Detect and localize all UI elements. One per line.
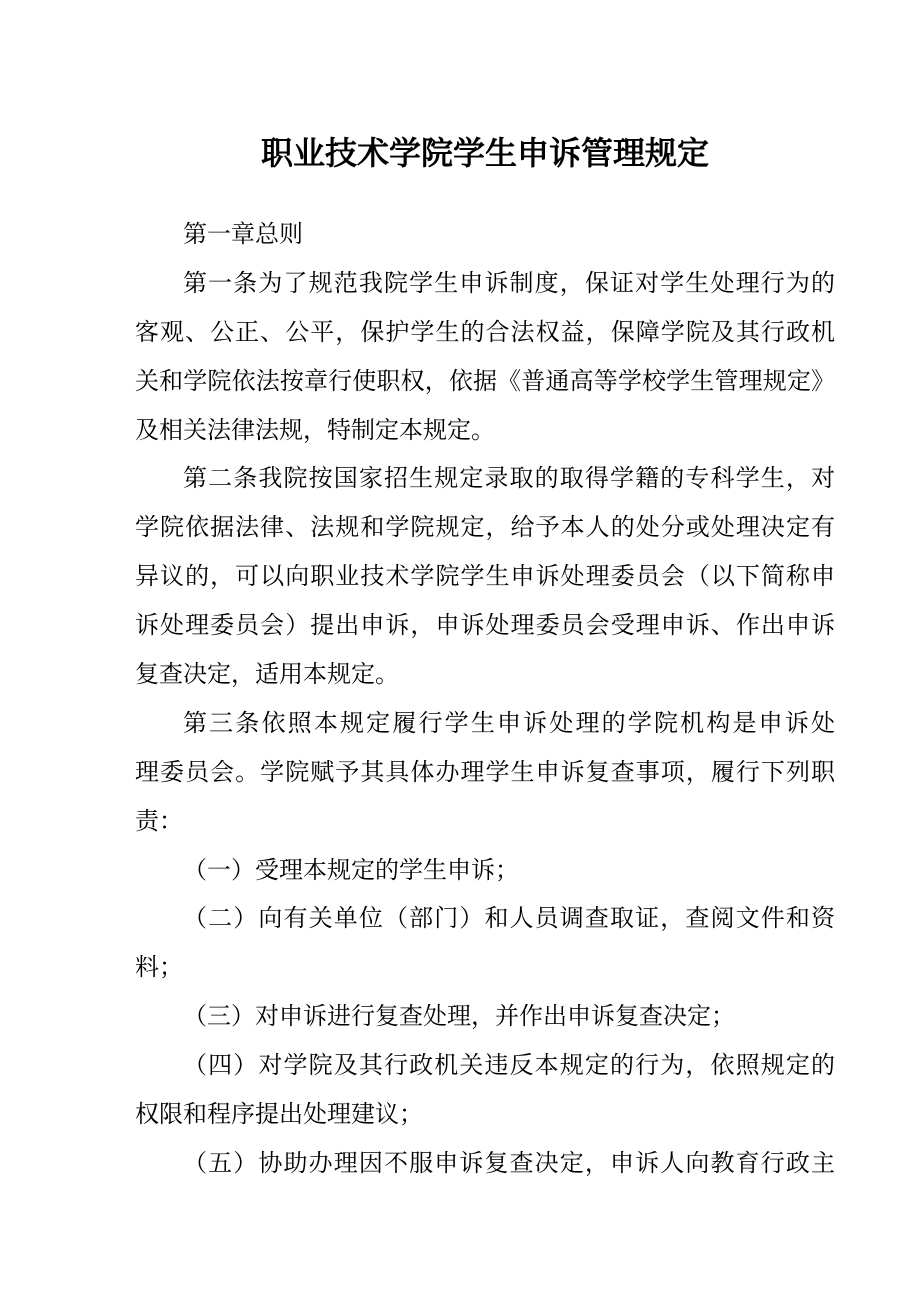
text-line: 学院依据法律、法规和学院规定，给予本人的处分或处理决定有 [135, 515, 835, 542]
text-line: 客观、公正、公平，保护学生的合法权益，保障学院及其行政机 [135, 319, 835, 346]
list-item-line: （三）对申诉进行复查处理，并作出申诉复查决定； [183, 1004, 735, 1031]
chapter-heading: 第一章总则 [183, 222, 303, 248]
text-line: 料； [135, 955, 183, 982]
text-line: 理委员会。学院赋予其具体办理学生申诉复查事项，履行下列职 [135, 759, 835, 786]
text-line: 复查决定，适用本规定。 [135, 662, 399, 689]
text-line: 第三条依照本规定履行学生申诉处理的学院机构是申诉处 [183, 710, 835, 737]
text-line: 及相关法律法规，特制定本规定。 [135, 417, 495, 444]
text-line: 第二条我院按国家招生规定录取的取得学籍的专科学生，对 [183, 466, 835, 493]
list-item-line: （一）受理本规定的学生申诉； [183, 857, 519, 884]
list-item-line: （五）协助办理因不服申诉复查决定，申诉人向教育行政主 [183, 1150, 835, 1177]
text-line: 第一条为了规范我院学生申诉制度，保证对学生处理行为的 [183, 270, 835, 297]
text-line: 权限和程序提出处理建议； [135, 1102, 423, 1129]
text-line: 关和学院依法按章行使职权，依据《普通高等学校学生管理规定》 [135, 368, 835, 395]
text-line: 诉处理委员会）提出申诉，申诉处理委员会受理申诉、作出申诉 [135, 613, 835, 640]
text-line: 责： [135, 808, 183, 835]
document-title: 职业技术学院学生申诉管理规定 [260, 135, 709, 171]
text-line: 异议的，可以向职业技术学院学生申诉处理委员会（以下简称申 [135, 564, 835, 591]
list-item-line: （四）对学院及其行政机关违反本规定的行为，依照规定的 [183, 1053, 835, 1080]
document-body [135, 0, 835, 1189]
list-item-line: （二）向有关单位（部门）和人员调查取证，查阅文件和资 [183, 906, 835, 933]
